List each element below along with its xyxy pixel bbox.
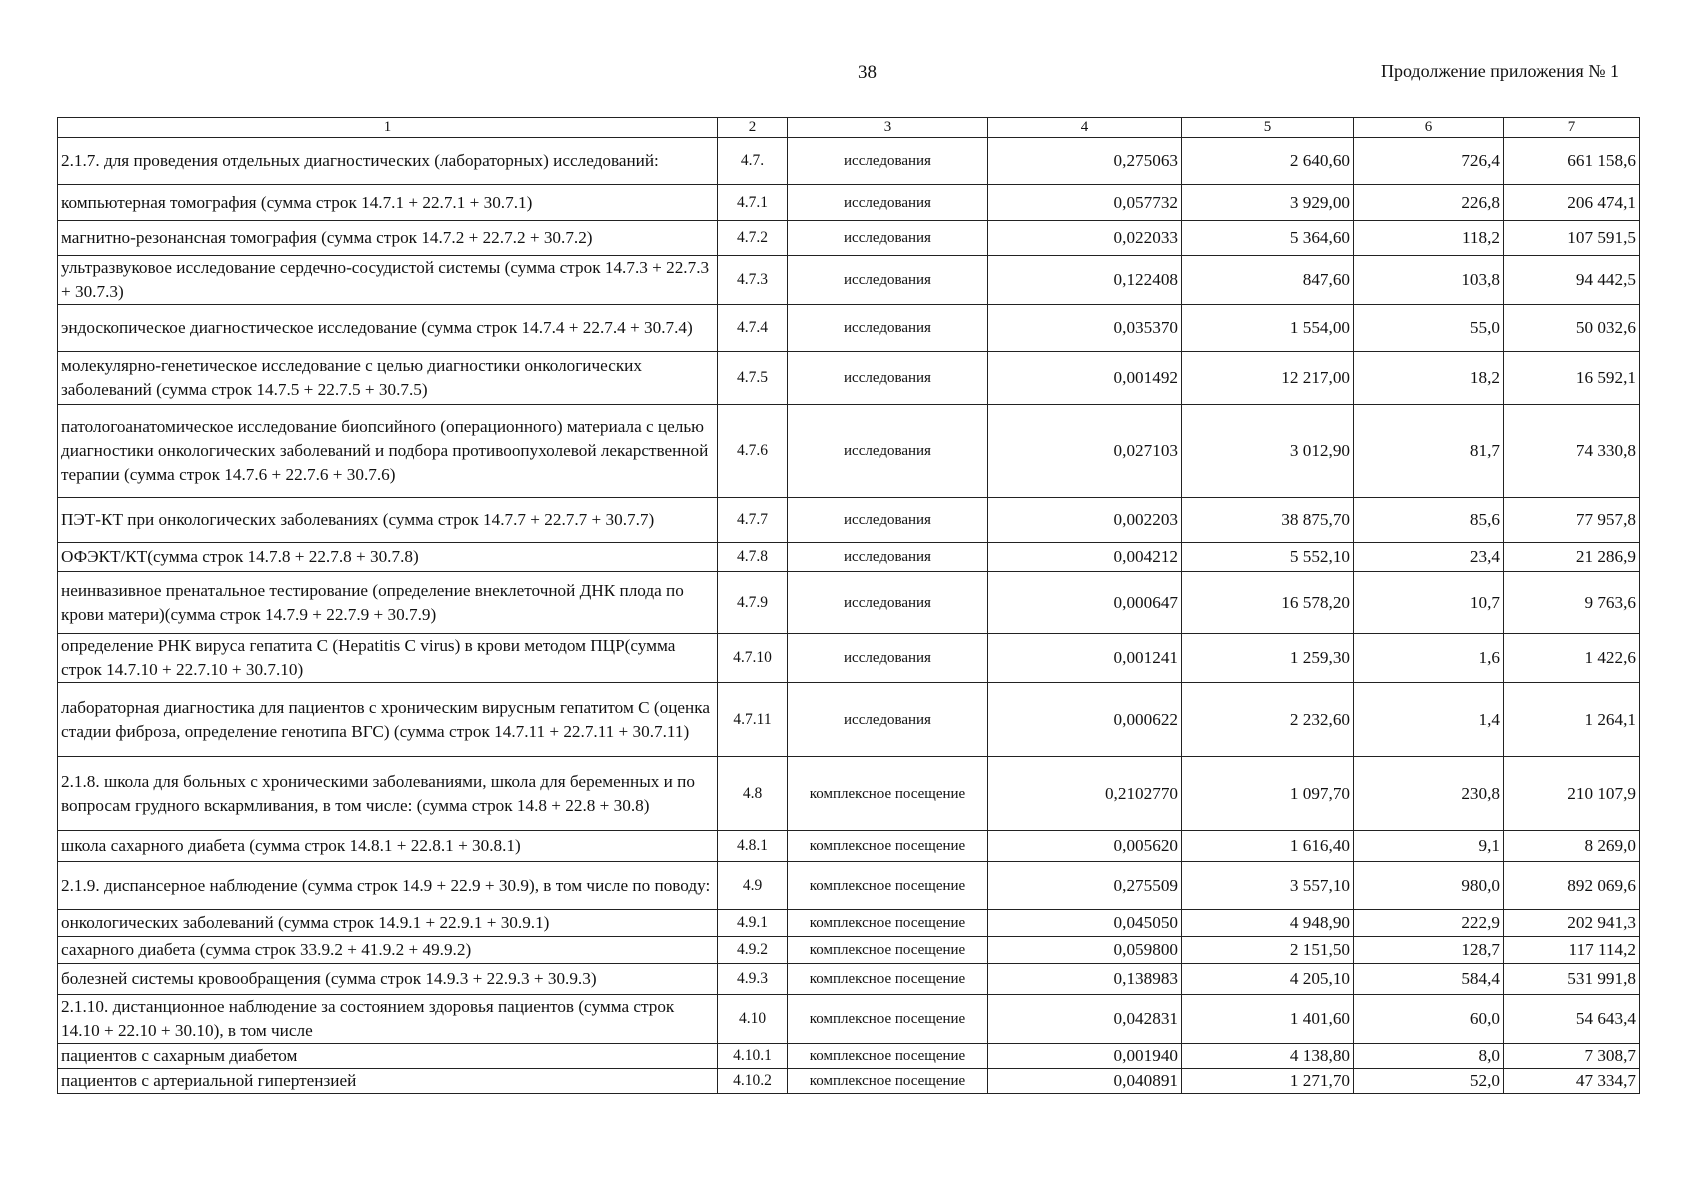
row-code-cell: 4.9.3 — [718, 964, 788, 995]
row-name-cell: сахарного диабета (сумма строк 33.9.2 + 41.9.2 + 49.9.2) — [58, 937, 718, 964]
row-code-cell: 4.9.2 — [718, 937, 788, 964]
row-name-cell: болезней системы кровообращения (сумма строк 14.9.3 + 22.9.3 + 30.9.3) — [58, 964, 718, 995]
row-per-capita-cell: 118,2 — [1354, 221, 1504, 256]
row-total-cell: 117 114,2 — [1504, 937, 1640, 964]
column-header: 6 — [1354, 118, 1504, 138]
row-total-cell: 531 991,8 — [1504, 964, 1640, 995]
row-unit-cell: исследования — [788, 138, 988, 185]
row-name-cell: 2.1.10. дистанционное наблюдение за состоянием здоровья пациентов (сумма строк 14.10 + 22.10 + 30.10), в том числе — [58, 995, 718, 1044]
row-volume-cell: 0,002203 — [988, 498, 1182, 543]
row-per-capita-cell: 726,4 — [1354, 138, 1504, 185]
row-per-capita-cell: 980,0 — [1354, 862, 1504, 910]
table-row — [58, 937, 1640, 964]
row-volume-cell: 0,000647 — [988, 572, 1182, 634]
row-name-cell: школа сахарного диабета (сумма строк 14.8.1 + 22.8.1 + 30.8.1) — [58, 831, 718, 862]
row-volume-cell: 0,2102770 — [988, 757, 1182, 831]
row-name-cell: 2.1.7. для проведения отдельных диагностических (лабораторных) исследований: — [58, 138, 718, 185]
row-volume-cell: 0,001940 — [988, 1044, 1182, 1069]
row-volume-cell: 0,000622 — [988, 683, 1182, 757]
table-row — [58, 757, 1640, 831]
row-name-cell: магнитно-резонансная томография (сумма строк 14.7.2 + 22.7.2 + 30.7.2) — [58, 221, 718, 256]
row-per-capita-cell: 226,8 — [1354, 185, 1504, 221]
row-unit-cell: комплексное посещение — [788, 1044, 988, 1069]
table-row — [58, 138, 1640, 185]
row-cost-cell: 1 097,70 — [1182, 757, 1354, 831]
row-volume-cell: 0,027103 — [988, 405, 1182, 498]
row-cost-cell: 1 554,00 — [1182, 305, 1354, 352]
row-unit-cell: исследования — [788, 683, 988, 757]
table-row — [58, 543, 1640, 572]
row-volume-cell: 0,022033 — [988, 221, 1182, 256]
table-header-row — [58, 118, 1640, 138]
row-unit-cell: комплексное посещение — [788, 937, 988, 964]
row-unit-cell: комплексное посещение — [788, 995, 988, 1044]
row-code-cell: 4.7.1 — [718, 185, 788, 221]
row-code-cell: 4.7.3 — [718, 256, 788, 305]
row-code-cell: 4.10.2 — [718, 1069, 788, 1094]
table-row — [58, 634, 1640, 683]
row-per-capita-cell: 18,2 — [1354, 352, 1504, 405]
row-code-cell: 4.10.1 — [718, 1044, 788, 1069]
row-per-capita-cell: 85,6 — [1354, 498, 1504, 543]
row-name-cell: ультразвуковое исследование сердечно-сосудистой системы (сумма строк 14.7.3 + 22.7.3 + 30.7.3) — [58, 256, 718, 305]
row-code-cell: 4.7.4 — [718, 305, 788, 352]
row-volume-cell: 0,138983 — [988, 964, 1182, 995]
row-name-cell: пациентов с сахарным диабетом — [58, 1044, 718, 1069]
row-code-cell: 4.7.2 — [718, 221, 788, 256]
row-per-capita-cell: 128,7 — [1354, 937, 1504, 964]
row-code-cell: 4.7.6 — [718, 405, 788, 498]
row-code-cell: 4.7.8 — [718, 543, 788, 572]
row-cost-cell: 1 401,60 — [1182, 995, 1354, 1044]
row-volume-cell: 0,059800 — [988, 937, 1182, 964]
row-per-capita-cell: 1,6 — [1354, 634, 1504, 683]
row-unit-cell: комплексное посещение — [788, 862, 988, 910]
table-body — [58, 138, 1640, 1094]
row-name-cell: 2.1.9. диспансерное наблюдение (сумма строк 14.9 + 22.9 + 30.9), в том числе по поводу: — [58, 862, 718, 910]
row-cost-cell: 1 271,70 — [1182, 1069, 1354, 1094]
row-total-cell: 16 592,1 — [1504, 352, 1640, 405]
row-total-cell: 892 069,6 — [1504, 862, 1640, 910]
row-name-cell: молекулярно-генетическое исследование с целью диагностики онкологических заболеваний (сумма строк 14.7.5 + 22.7.5 + 30.7.5) — [58, 352, 718, 405]
row-cost-cell: 3 557,10 — [1182, 862, 1354, 910]
page-number: 38 — [858, 62, 877, 83]
row-total-cell: 7 308,7 — [1504, 1044, 1640, 1069]
row-total-cell: 47 334,7 — [1504, 1069, 1640, 1094]
table-row — [58, 831, 1640, 862]
row-code-cell: 4.7.11 — [718, 683, 788, 757]
row-unit-cell: комплексное посещение — [788, 831, 988, 862]
column-header: 5 — [1182, 118, 1354, 138]
row-cost-cell: 2 232,60 — [1182, 683, 1354, 757]
row-name-cell: 2.1.8. школа для больных с хроническими заболеваниями, школа для беременных и по вопросам грудного вскармливания, в том числе: (сумма строк 14.8 + 22.8 + 30.8) — [58, 757, 718, 831]
row-unit-cell: исследования — [788, 185, 988, 221]
row-volume-cell: 0,122408 — [988, 256, 1182, 305]
data-table — [57, 117, 1640, 1094]
row-per-capita-cell: 584,4 — [1354, 964, 1504, 995]
row-total-cell: 661 158,6 — [1504, 138, 1640, 185]
table-row — [58, 910, 1640, 937]
row-code-cell: 4.7. — [718, 138, 788, 185]
row-per-capita-cell: 23,4 — [1354, 543, 1504, 572]
row-total-cell: 1 264,1 — [1504, 683, 1640, 757]
row-cost-cell: 1 259,30 — [1182, 634, 1354, 683]
row-unit-cell: исследования — [788, 634, 988, 683]
row-cost-cell: 5 364,60 — [1182, 221, 1354, 256]
row-cost-cell: 5 552,10 — [1182, 543, 1354, 572]
table-row — [58, 352, 1640, 405]
table-row — [58, 572, 1640, 634]
table-row — [58, 862, 1640, 910]
row-unit-cell: комплексное посещение — [788, 757, 988, 831]
column-header: 7 — [1504, 118, 1640, 138]
row-cost-cell: 38 875,70 — [1182, 498, 1354, 543]
row-cost-cell: 3 929,00 — [1182, 185, 1354, 221]
row-per-capita-cell: 222,9 — [1354, 910, 1504, 937]
row-unit-cell: комплексное посещение — [788, 1069, 988, 1094]
row-volume-cell: 0,001492 — [988, 352, 1182, 405]
row-volume-cell: 0,275509 — [988, 862, 1182, 910]
row-code-cell: 4.7.5 — [718, 352, 788, 405]
row-per-capita-cell: 10,7 — [1354, 572, 1504, 634]
row-code-cell: 4.8.1 — [718, 831, 788, 862]
row-volume-cell: 0,275063 — [988, 138, 1182, 185]
row-volume-cell: 0,001241 — [988, 634, 1182, 683]
row-total-cell: 202 941,3 — [1504, 910, 1640, 937]
column-header: 1 — [58, 118, 718, 138]
row-per-capita-cell: 81,7 — [1354, 405, 1504, 498]
row-name-cell: неинвазивное пренатальное тестирование (определение внеклеточной ДНК плода по крови матери)(сумма строк 14.7.9 + 22.7.9 + 30.7.9) — [58, 572, 718, 634]
row-total-cell: 210 107,9 — [1504, 757, 1640, 831]
column-header: 4 — [988, 118, 1182, 138]
row-unit-cell: исследования — [788, 256, 988, 305]
table-row — [58, 305, 1640, 352]
row-total-cell: 9 763,6 — [1504, 572, 1640, 634]
row-per-capita-cell: 52,0 — [1354, 1069, 1504, 1094]
row-total-cell: 74 330,8 — [1504, 405, 1640, 498]
row-total-cell: 50 032,6 — [1504, 305, 1640, 352]
row-per-capita-cell: 8,0 — [1354, 1044, 1504, 1069]
row-code-cell: 4.8 — [718, 757, 788, 831]
row-cost-cell: 847,60 — [1182, 256, 1354, 305]
row-name-cell: ОФЭКТ/КТ(сумма строк 14.7.8 + 22.7.8 + 30.7.8) — [58, 543, 718, 572]
row-cost-cell: 4 205,10 — [1182, 964, 1354, 995]
row-cost-cell: 2 640,60 — [1182, 138, 1354, 185]
column-header: 3 — [788, 118, 988, 138]
table-row — [58, 256, 1640, 305]
row-volume-cell: 0,005620 — [988, 831, 1182, 862]
row-cost-cell: 4 138,80 — [1182, 1044, 1354, 1069]
row-cost-cell: 12 217,00 — [1182, 352, 1354, 405]
row-cost-cell: 2 151,50 — [1182, 937, 1354, 964]
row-total-cell: 77 957,8 — [1504, 498, 1640, 543]
row-per-capita-cell: 1,4 — [1354, 683, 1504, 757]
row-volume-cell: 0,057732 — [988, 185, 1182, 221]
row-code-cell: 4.7.7 — [718, 498, 788, 543]
row-cost-cell: 1 616,40 — [1182, 831, 1354, 862]
row-per-capita-cell: 60,0 — [1354, 995, 1504, 1044]
table-row — [58, 964, 1640, 995]
row-total-cell: 1 422,6 — [1504, 634, 1640, 683]
row-volume-cell: 0,004212 — [988, 543, 1182, 572]
row-unit-cell: исследования — [788, 221, 988, 256]
row-per-capita-cell: 230,8 — [1354, 757, 1504, 831]
row-cost-cell: 4 948,90 — [1182, 910, 1354, 937]
table-row — [58, 221, 1640, 256]
row-cost-cell: 16 578,20 — [1182, 572, 1354, 634]
row-code-cell: 4.9.1 — [718, 910, 788, 937]
table-row — [58, 1044, 1640, 1069]
row-total-cell: 21 286,9 — [1504, 543, 1640, 572]
row-name-cell: ПЭТ-КТ при онкологических заболеваниях (сумма строк 14.7.7 + 22.7.7 + 30.7.7) — [58, 498, 718, 543]
row-code-cell: 4.7.10 — [718, 634, 788, 683]
row-unit-cell: исследования — [788, 305, 988, 352]
row-name-cell: компьютерная томография (сумма строк 14.7.1 + 22.7.1 + 30.7.1) — [58, 185, 718, 221]
row-volume-cell: 0,040891 — [988, 1069, 1182, 1094]
table-row — [58, 405, 1640, 498]
table-row — [58, 1069, 1640, 1094]
row-unit-cell: исследования — [788, 543, 988, 572]
table-row — [58, 683, 1640, 757]
row-code-cell: 4.7.9 — [718, 572, 788, 634]
row-cost-cell: 3 012,90 — [1182, 405, 1354, 498]
row-name-cell: патологоанатомическое исследование биопсийного (операционного) материала с целью диагностики онкологических заболеваний и подбора противоопухолевой лекарственной терапии (сумма строк 14.7.6 + 22.7.6 + 30.7.6) — [58, 405, 718, 498]
row-total-cell: 8 269,0 — [1504, 831, 1640, 862]
row-name-cell: онкологических заболеваний (сумма строк 14.9.1 + 22.9.1 + 30.9.1) — [58, 910, 718, 937]
row-total-cell: 206 474,1 — [1504, 185, 1640, 221]
row-volume-cell: 0,045050 — [988, 910, 1182, 937]
row-per-capita-cell: 9,1 — [1354, 831, 1504, 862]
row-code-cell: 4.10 — [718, 995, 788, 1044]
row-total-cell: 107 591,5 — [1504, 221, 1640, 256]
row-total-cell: 54 643,4 — [1504, 995, 1640, 1044]
row-per-capita-cell: 103,8 — [1354, 256, 1504, 305]
row-unit-cell: комплексное посещение — [788, 964, 988, 995]
table-row — [58, 498, 1640, 543]
row-name-cell: эндоскопическое диагностическое исследование (сумма строк 14.7.4 + 22.7.4 + 30.7.4) — [58, 305, 718, 352]
row-volume-cell: 0,042831 — [988, 995, 1182, 1044]
row-volume-cell: 0,035370 — [988, 305, 1182, 352]
row-unit-cell: исследования — [788, 352, 988, 405]
row-total-cell: 94 442,5 — [1504, 256, 1640, 305]
row-per-capita-cell: 55,0 — [1354, 305, 1504, 352]
row-unit-cell: исследования — [788, 572, 988, 634]
row-name-cell: определение РНК вируса гепатита С (Hepatitis C virus) в крови методом ПЦР(сумма строк 14.7.10 + 22.7.10 + 30.7.10) — [58, 634, 718, 683]
table-row — [58, 995, 1640, 1044]
row-name-cell: лабораторная диагностика для пациентов с хроническим вирусным гепатитом С (оценка стадии фиброза, определение генотипа ВГС) (сумма строк 14.7.11 + 22.7.11 + 30.7.11) — [58, 683, 718, 757]
column-header: 2 — [718, 118, 788, 138]
row-unit-cell: комплексное посещение — [788, 910, 988, 937]
row-unit-cell: исследования — [788, 405, 988, 498]
appendix-note: Продолжение приложения № 1 — [1380, 61, 1619, 81]
table-row — [58, 185, 1640, 221]
row-unit-cell: исследования — [788, 498, 988, 543]
row-code-cell: 4.9 — [718, 862, 788, 910]
row-name-cell: пациентов с артериальной гипертензией — [58, 1069, 718, 1094]
